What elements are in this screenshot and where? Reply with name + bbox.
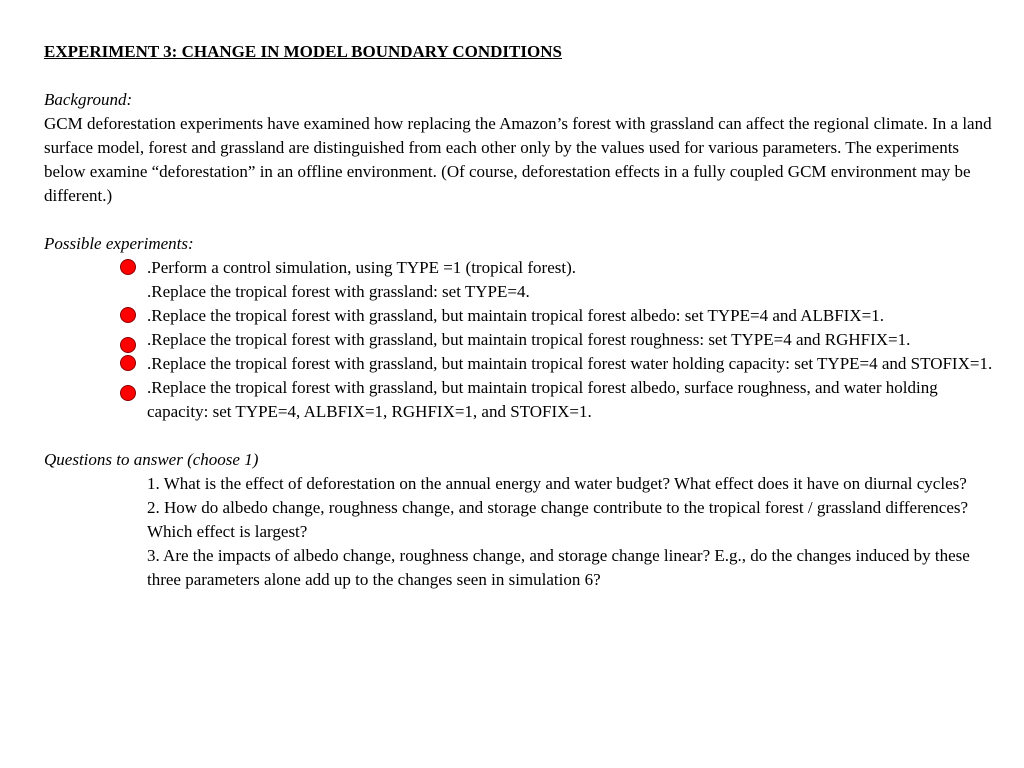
- experiment-text: .Replace the tropical forest with grassland, but maintain tropical forest water holding capacity: set TYPE=4 and STOFIX=1.: [147, 354, 993, 373]
- question-item: 2. How do albedo change, roughness change, and storage change contribute to the tropical forest / grassland differences? Which effect is largest?: [147, 498, 969, 541]
- question-item: 3. Are the impacts of albedo change, roughness change, and storage change linear? E.g., do the changes induced by these three parameters alone add up to the changes seen in simulation 6?: [147, 546, 970, 589]
- red-bullet-icon: [120, 337, 136, 353]
- spacer: [44, 64, 994, 88]
- experiment-item-4: [44, 328, 994, 352]
- experiment-text: .Perform a control simulation, using TYPE =1 (tropical forest).: [147, 258, 577, 277]
- experiment-item-5: [44, 352, 994, 376]
- experiment-item-6: [44, 376, 994, 424]
- document-page: [44, 40, 994, 592]
- experiment-item-1: [44, 256, 994, 280]
- experiments-list: [44, 256, 994, 424]
- background-paragraph: GCM deforestation experiments have examined how replacing the Amazon’s forest with grassland can affect the regional climate. In a land surface model, forest and grassland are distinguished from each other only by the values used for various parameters. The experiments below examine “deforestation” in an offline environment. (Of course, deforestation effects in a fully coupled GCM environment may be different.): [44, 114, 992, 205]
- questions-list: [44, 472, 994, 592]
- question-item: 1. What is the effect of deforestation on the annual energy and water budget? What effect does it have on diurnal cycles?: [147, 474, 967, 493]
- experiment-text: .Replace the tropical forest with grassland, but maintain tropical forest albedo, surface roughness, and water holding capacity: set TYPE=4, ALBFIX=1, RGHFIX=1, and STOFIX=1.: [147, 378, 938, 421]
- red-bullet-icon: [120, 259, 136, 275]
- experiment-item-2: [44, 280, 994, 304]
- red-bullet-icon: [120, 307, 136, 323]
- background-heading: Background:: [44, 90, 133, 109]
- spacer: [44, 208, 994, 232]
- red-bullet-icon: [120, 355, 136, 371]
- experiment-text: .Replace the tropical forest with grassland, but maintain tropical forest roughness: set TYPE=4 and RGHFIX=1.: [147, 330, 911, 349]
- experiments-heading: Possible experiments:: [44, 234, 194, 253]
- document-title: EXPERIMENT 3: CHANGE IN MODEL BOUNDARY CONDITIONS: [44, 42, 562, 61]
- experiment-text: .Replace the tropical forest with grassland: set TYPE=4.: [147, 282, 530, 301]
- questions-heading: Questions to answer (choose 1): [44, 450, 259, 469]
- spacer: [44, 424, 994, 448]
- experiment-item-3: [44, 304, 994, 328]
- red-bullet-icon: [120, 385, 136, 401]
- experiment-text: .Replace the tropical forest with grassland, but maintain tropical forest albedo: set TYPE=4 and ALBFIX=1.: [147, 306, 884, 325]
